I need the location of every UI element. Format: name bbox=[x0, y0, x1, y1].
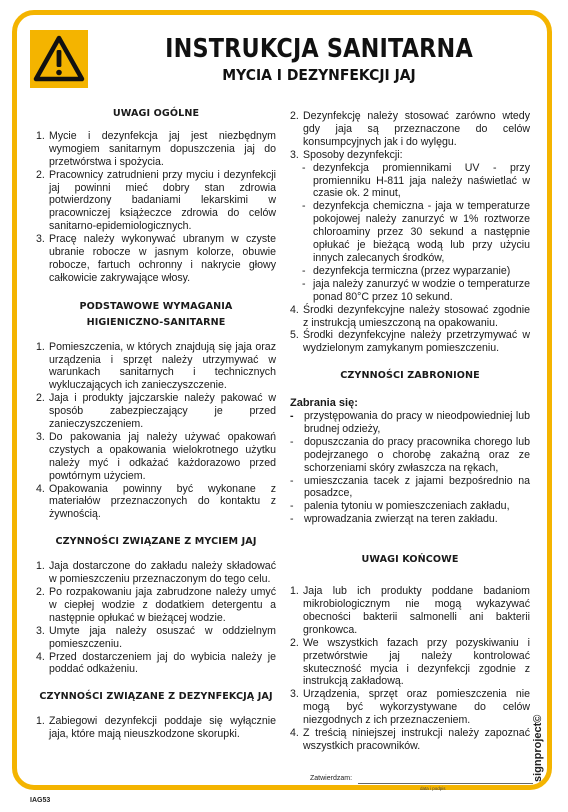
warning-triangle-icon bbox=[30, 30, 88, 88]
list-item: - dezynfekcja chemiczna - jaja w temperaturze pokojowej należy zanurzyć w 1% roztworze chloroaminy przez 30 sekund a następnie opłukać je bieżącą wodą lub przy użyciu innych zalecanych środków, bbox=[302, 200, 530, 264]
sign-code: IAG53 bbox=[30, 797, 51, 804]
list-item: 4. Przed dostarczeniem jaj do wybicia należy je poddać odkażeniu. bbox=[36, 650, 276, 676]
final-notes-list bbox=[290, 585, 530, 753]
list-item: - palenia tytoniu w pomieszczeniach zakładu, bbox=[290, 500, 510, 513]
disinfection-list-continued bbox=[290, 110, 530, 162]
section-heading-final: UWAGI KOŃCOWE bbox=[361, 554, 459, 566]
list-item: 3. Sposoby dezynfekcji: bbox=[290, 148, 403, 161]
list-item: - dezynfekcja termiczna (przez wyparzanie) bbox=[302, 264, 511, 277]
list-item: 4. Opakowania powinny być wykonane z materiałów przeznaczonych do kontaktu z żywnością. bbox=[36, 482, 276, 521]
list-item: 2. Jaja i produkty jajczarskie należy pakować w sposób zabezpieczający je przed zanieczyszczeniem. bbox=[36, 392, 276, 431]
list-item: 3. Urządzenia, sprzęt oraz pomieszczenia nie mogą być wykorzystywane do celów niezgodnych z ich przeznaczeniem. bbox=[290, 688, 530, 727]
forbidden-list bbox=[290, 410, 530, 526]
list-item: 1. Jaja lub ich produkty poddane badaniom mikrobiologicznym nie mogą wykazywać obecności bakterii salmonelli ani bakterii gronkowca. bbox=[290, 585, 530, 636]
section-heading-basic-2: HIGIENICZNO-SANITARNE bbox=[86, 316, 226, 328]
disinfection-list bbox=[36, 715, 276, 741]
disinfection-list-end bbox=[290, 304, 530, 356]
list-item: 2. Po rozpakowaniu jaja zabrudzone należy umyć w ciepłej wodzie z dodatkiem detergentu a następnie opłukać w bieżącej wodzie. bbox=[36, 586, 276, 624]
signature-caption: data i podpis bbox=[420, 786, 446, 791]
section-heading-washing: CZYNNOŚCI ZWIĄZANE Z MYCIEM JAJ bbox=[55, 536, 257, 548]
signature-line bbox=[358, 783, 533, 784]
warning-badge bbox=[30, 30, 88, 88]
section-heading-disinfection: CZYNNOŚCI ZWIĄZANE Z DEZYNFEKCJĄ JAJ bbox=[39, 691, 273, 703]
list-item: 2. Pracownicy zatrudnieni przy myciu i dezynfekcji jaj powinni mieć dobry stan zdrowia potwierdzony badaniami lekarskimi w pracowniczej książeczce zdrowia do celów sanitarno-epidemiologicznych. bbox=[36, 168, 276, 233]
list-item: - dezynfekcja promiennikami UV - przy promienniku H-811 jaja należy naświetlać w czasie ok. 2 minut, bbox=[302, 161, 530, 200]
list-item: 2. We wszystkich fazach przy pozyskiwaniu i przetwórstwie jaj należy kontrolować skuteczność mycia i dezynfekcji zgodnie z instrukcją zakładową. bbox=[290, 636, 530, 688]
section-heading-general: UWAGI OGÓLNE bbox=[112, 108, 200, 119]
page-title: INSTRUKCJA SANITARNA bbox=[165, 34, 473, 64]
list-item: - umieszczania tacek z jajami bezpośrednio na posadzce, bbox=[290, 474, 530, 500]
list-item: - jaja należy zanurzyć w wodzie o temperaturze ponad 80°C przez 10 sekund. bbox=[302, 277, 530, 303]
list-item: - dopuszczania do pracy pracownika chorego lub podejrzanego o chorobę zakaźną oraz ze schorzeniami skóry zwłaszcza na rękach, bbox=[290, 435, 530, 474]
list-item: 1. Zabiegowi dezynfekcji poddaje się wyłącznie jaja, które mają nieuszkodzone skorupki. bbox=[36, 715, 276, 741]
left-column bbox=[36, 108, 276, 741]
right-column bbox=[290, 110, 530, 753]
list-item: 1. Pomieszczenia, w których znajdują się jaja oraz urządzenia i sprzęt należy utrzymywać w warunkach sanitarnych i technicznych wykluczających ich zanieczyszczenie. bbox=[36, 340, 276, 392]
list-item: 2. Dezynfekcję należy stosować zarówno wtedy gdy jaja są przeznaczone do celów konsumpcyjnych jak i do wylęgu. bbox=[290, 110, 530, 148]
list-item: 4. Z treścią niniejszej instrukcji należy zapoznać wszystkich pracowników. bbox=[290, 727, 530, 752]
page-subtitle: MYCIA I DEZYNFEKCJI JAJ bbox=[222, 66, 416, 84]
list-item: 4. Środki dezynfekcyjne należy stosować zgodnie z instrukcją umieszczoną na opakowaniu. bbox=[290, 303, 530, 329]
list-item: 1. Mycie i dezynfekcja jaj jest niezbędnym wymogiem sanitarnym dopuszczenia jaj do przetwórstwa i spożycia. bbox=[36, 129, 276, 168]
washing-list bbox=[36, 560, 276, 676]
approval-label: Zatwierdzam: bbox=[310, 775, 353, 782]
section-heading-forbidden: CZYNNOŚCI ZABRONIONE bbox=[340, 370, 480, 382]
section-heading-basic-1: PODSTAWOWE WYMAGANIA bbox=[79, 300, 233, 312]
basic-requirements-list bbox=[36, 341, 276, 522]
list-item: 3. Pracę należy wykonywać ubranym w czyste ubranie robocze w jasnym kolorze, obuwie robocze, fartuch ochronny i nakrycie głowy całkowicie zakrywające włosy. bbox=[36, 233, 276, 284]
list-item: 3. Umyte jaja należy osuszać w oddzielnym pomieszczeniu. bbox=[36, 624, 276, 650]
list-item: 3. Do pakowania jaj należy używać opakowań czystych a opakowania wielokrotnego użytku należy myć i odkażać każdorazowo przed powtórnym użyciem. bbox=[36, 430, 276, 482]
general-notes-list bbox=[36, 130, 276, 285]
brand-label: signproject© bbox=[532, 714, 544, 782]
list-item: 1. Jaja dostarczone do zakładu należy składować w pomieszczeniu przeznaczonym do tego celu. bbox=[36, 560, 276, 586]
list-item: - wprowadzania zwierząt na teren zakładu. bbox=[290, 513, 498, 526]
forbidden-label: Zabrania się: bbox=[290, 397, 358, 410]
list-item: 5. Środki dezynfekcyjne należy przetrzymywać w wydzielonym zamykanym pomieszczeniu. bbox=[290, 329, 530, 355]
disinfection-methods-list bbox=[290, 162, 530, 304]
list-item: - przystępowania do pracy w nieodpowiedniej lub brudnej odzieży, bbox=[290, 410, 530, 435]
